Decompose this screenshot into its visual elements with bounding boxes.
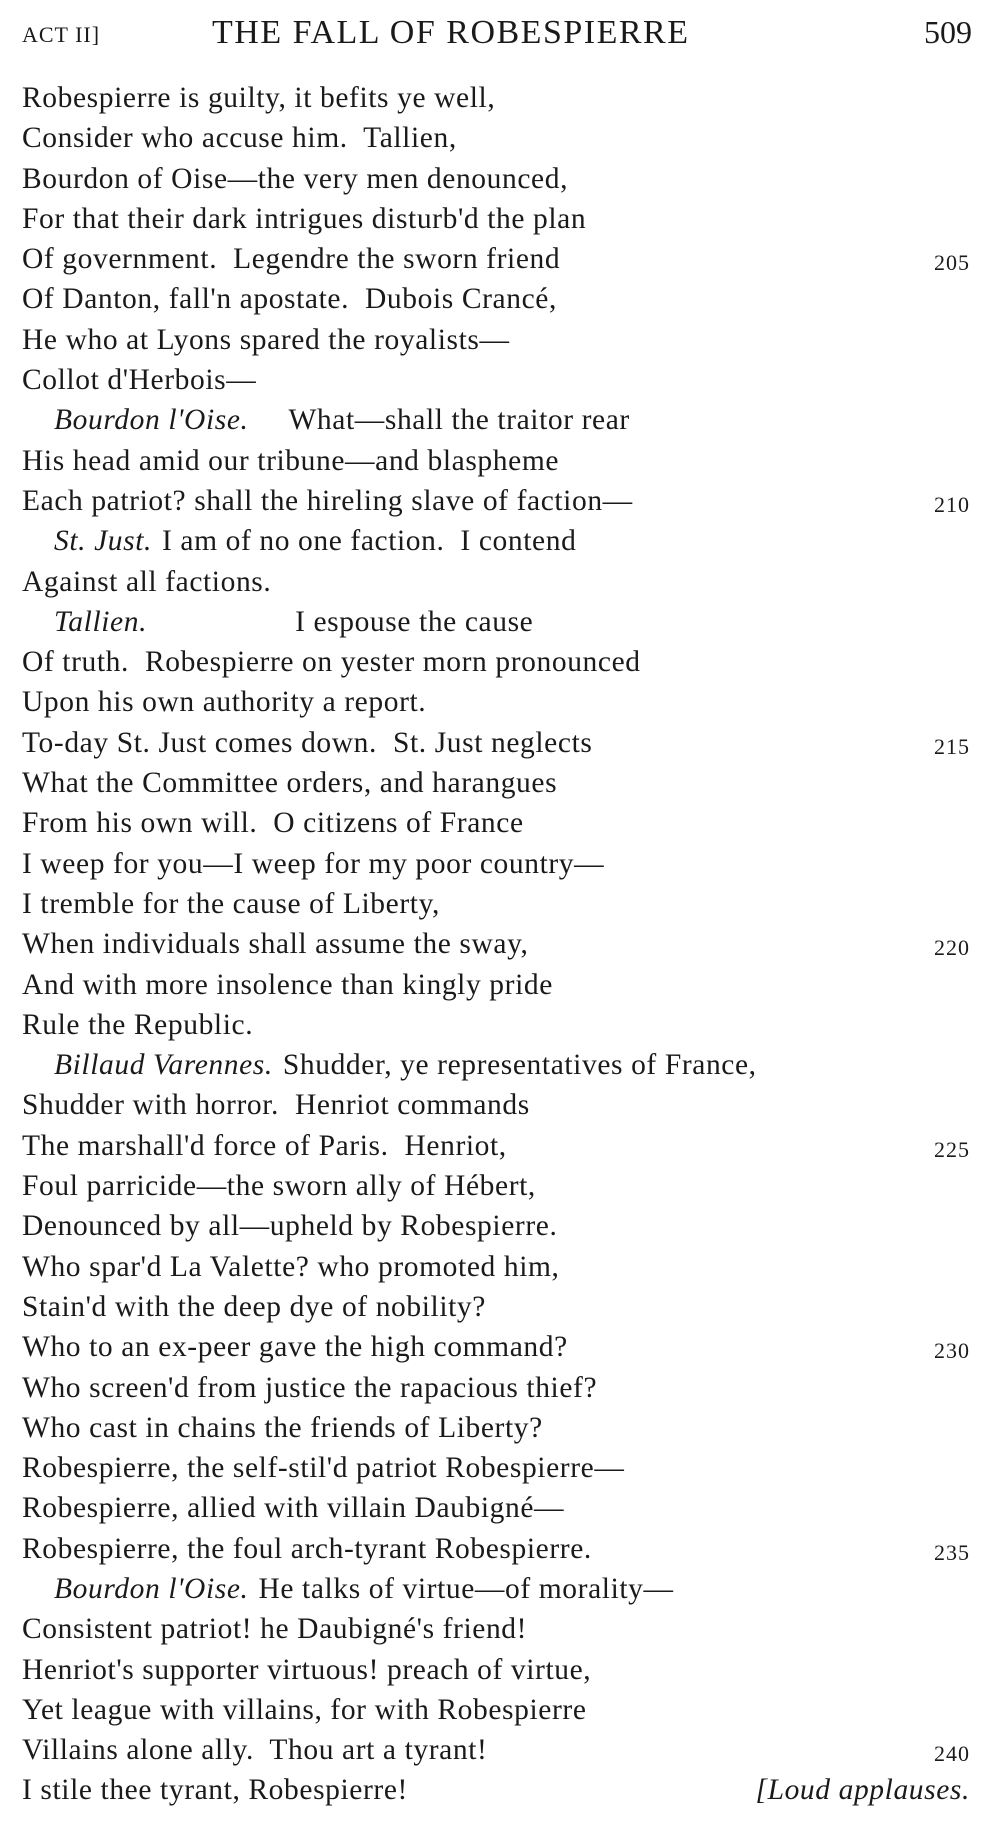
line-text: Villains alone ally. Thou art a tyrant! xyxy=(22,1734,488,1767)
line-text: Who spar'd La Valette? who promoted him, xyxy=(22,1250,560,1283)
verse-line xyxy=(22,441,982,481)
line-text: Henriot's supporter virtuous! preach of virtue, xyxy=(22,1653,592,1686)
verse-line xyxy=(22,1247,982,1287)
speaker-name: Tallien. xyxy=(54,605,148,638)
line-text: The marshall'd force of Paris. Henriot, xyxy=(22,1129,507,1162)
verse-line xyxy=(22,642,982,682)
line-text: I weep for you—I weep for my poor country— xyxy=(22,847,605,880)
verse-line xyxy=(22,965,982,1005)
verse-line xyxy=(22,562,982,602)
verse-line xyxy=(22,1408,982,1448)
verse-body xyxy=(22,78,982,1811)
line-text: Stain'd with the deep dye of nobility? xyxy=(22,1290,486,1323)
verse-line xyxy=(22,1609,982,1649)
line-text: I stile thee tyrant, Robespierre! xyxy=(22,1774,408,1807)
verse-line xyxy=(22,924,982,964)
speaker-name: Bourdon l'Oise. xyxy=(54,1572,249,1605)
verse-line xyxy=(22,803,982,843)
line-text: He talks of virtue—of morality— xyxy=(258,1572,674,1605)
line-text: His head amid our tribune—and blaspheme xyxy=(22,444,560,477)
verse-line xyxy=(22,481,982,521)
line-text: I espouse the cause xyxy=(295,605,534,638)
verse-line xyxy=(22,78,982,118)
line-number: 235 xyxy=(934,1539,970,1565)
line-text: Robespierre, allied with villain Daubigné— xyxy=(22,1492,565,1525)
line-number: 220 xyxy=(934,935,970,961)
line-text: Robespierre is guilty, it befits ye well, xyxy=(22,82,496,114)
verse-line xyxy=(22,1650,982,1690)
speaker-name: Bourdon l'Oise. xyxy=(54,404,249,437)
line-text: Who screen'd from justice the rapacious thief? xyxy=(22,1371,598,1404)
verse-line xyxy=(22,239,982,279)
verse-line xyxy=(22,1166,982,1206)
verse-line xyxy=(22,1126,982,1166)
line-text: Denounced by all—upheld by Robespierre. xyxy=(22,1210,558,1243)
line-text: Collot d'Herbois— xyxy=(22,364,257,397)
line-text: Consistent patriot! he Daubigné's friend! xyxy=(22,1613,528,1646)
verse-line xyxy=(22,884,982,924)
speaker-name: Billaud Varennes. xyxy=(54,1049,273,1082)
verse-line xyxy=(22,279,982,319)
line-text: Of Danton, fall'n apostate. Dubois Crancé, xyxy=(22,283,557,316)
line-text: Consider who accuse him. Tallien, xyxy=(22,122,457,155)
verse-line xyxy=(22,844,982,884)
line-number: 230 xyxy=(934,1338,970,1364)
line-text: Of truth. Robespierre on yester morn pronounced xyxy=(22,646,641,679)
line-text: Shudder, ye representatives of France, xyxy=(282,1049,757,1082)
verse-line xyxy=(22,763,982,803)
line-text: Shudder with horror. Henriot commands xyxy=(22,1089,530,1122)
line-text: He who at Lyons spared the royalists— xyxy=(22,323,510,356)
line-number: 240 xyxy=(934,1741,970,1767)
verse-line xyxy=(22,1448,982,1488)
verse-line xyxy=(22,521,982,561)
line-text: Upon his own authority a report. xyxy=(22,686,427,719)
verse-line xyxy=(22,1368,982,1408)
verse-line xyxy=(22,360,982,400)
verse-line xyxy=(22,320,982,360)
line-text: Of government. Legendre the sworn friend xyxy=(22,243,561,276)
line-text: Who to an ex-peer gave the high command? xyxy=(22,1331,568,1364)
line-number: 215 xyxy=(934,733,970,759)
line-text: When individuals shall assume the sway, xyxy=(22,928,529,961)
verse-line xyxy=(22,1529,982,1569)
page-number: 509 xyxy=(924,14,972,50)
line-number: 205 xyxy=(934,250,970,276)
page-title: THE FALL OF ROBESPIERRE xyxy=(212,14,690,51)
line-text: Robespierre, the self-stil'd patriot Robespierre— xyxy=(22,1452,625,1485)
verse-line xyxy=(22,1005,982,1045)
verse-line xyxy=(22,1770,982,1810)
line-text: What the Committee orders, and harangues xyxy=(22,767,558,800)
line-text: What—shall the traitor rear xyxy=(288,404,630,437)
line-text: Who cast in chains the friends of Liberty? xyxy=(22,1411,543,1444)
line-text: Yet league with villains, for with Robespierre xyxy=(22,1693,587,1726)
verse-line xyxy=(22,1206,982,1246)
line-text: I am of no one faction. I contend xyxy=(162,525,577,558)
verse-line xyxy=(22,1488,982,1528)
verse-line xyxy=(22,1287,982,1327)
line-text: I tremble for the cause of Liberty, xyxy=(22,887,440,920)
stage-direction: [Loud applauses. xyxy=(755,1774,970,1807)
verse-line xyxy=(22,1045,982,1085)
verse-line xyxy=(22,118,982,158)
verse-line xyxy=(22,1085,982,1125)
line-text: Bourdon of Oise—the very men denounced, xyxy=(22,162,569,195)
verse-line xyxy=(22,723,982,763)
verse-line xyxy=(22,1730,982,1770)
line-text: To-day St. Just comes down. St. Just neglects xyxy=(22,726,593,759)
line-number: 210 xyxy=(934,491,970,517)
verse-line xyxy=(22,1569,982,1609)
verse-line xyxy=(22,602,982,642)
line-text: For that their dark intrigues disturb'd the plan xyxy=(22,202,587,235)
line-text: Each patriot? shall the hireling slave of faction— xyxy=(22,484,633,517)
running-header xyxy=(22,14,972,58)
line-text: And with more insolence than kingly pride xyxy=(22,968,553,1001)
line-text: Robespierre, the foul arch-tyrant Robespierre. xyxy=(22,1532,592,1565)
verse-line xyxy=(22,1690,982,1730)
verse-line xyxy=(22,400,982,440)
verse-line xyxy=(22,199,982,239)
verse-line xyxy=(22,1327,982,1367)
verse-line xyxy=(22,159,982,199)
line-text: Against all factions. xyxy=(22,565,272,598)
line-number: 225 xyxy=(934,1136,970,1162)
line-text: Rule the Republic. xyxy=(22,1008,254,1041)
speaker-name: St. Just. xyxy=(54,525,152,558)
line-text: From his own will. O citizens of France xyxy=(22,807,524,840)
verse-line xyxy=(22,682,982,722)
act-label: ACT II] xyxy=(22,22,101,47)
line-text: Foul parricide—the sworn ally of Hébert, xyxy=(22,1170,536,1203)
